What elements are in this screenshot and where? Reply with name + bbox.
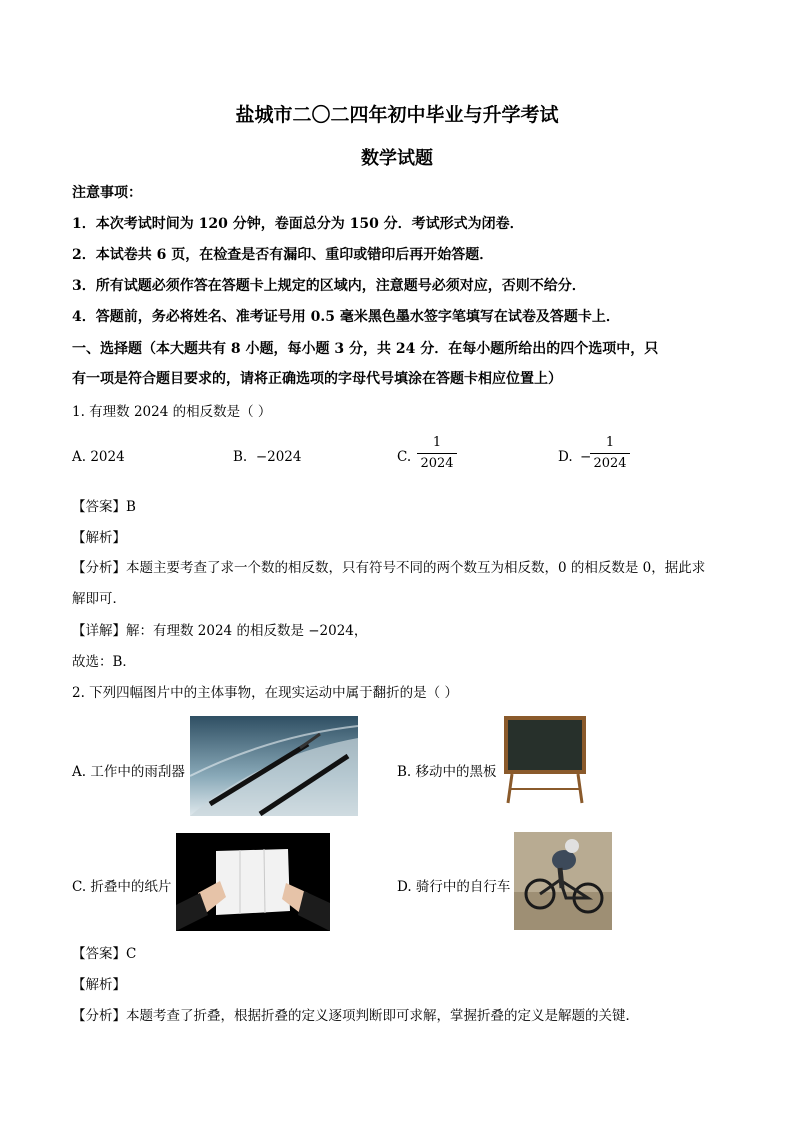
q2-analysis-label: 【解析】 (72, 977, 126, 993)
folded-paper-photo (176, 833, 330, 931)
notes-heading: 注意事项： (72, 185, 142, 201)
notes-item: 3．所有试题必须作答在答题卡上规定的区域内，注意题号必须对应，否则不给分． (72, 278, 586, 294)
bicycle-photo (514, 832, 612, 930)
q2-option-b: B. 移动中的黑板 (397, 764, 497, 780)
q1-option-d-fraction (590, 434, 630, 473)
q2-option-a: A. 工作中的雨刮器 (72, 764, 185, 780)
section-heading-cont: 有一项是符合题目要求的，请将正确选项的字母代号填涂在答题卡相应位置上） (72, 371, 562, 387)
q1-analysis-cont: 解即可． (72, 591, 126, 607)
notes-item: 1．本次考试时间为 120 分钟，卷面总分为 150 分．考试形式为闭卷． (72, 216, 524, 232)
q1-option-c-fraction (417, 434, 457, 473)
notes-item: 2．本试卷共 6 页，在检查是否有漏印、重印或错印后再开始答题． (72, 247, 494, 263)
q1-answer: 【答案】B (72, 499, 136, 515)
q1-analysis-label: 【解析】 (72, 530, 126, 546)
q1-detail: 【详解】解：有理数 2024 的相反数是 −2024， (72, 623, 368, 639)
q2-analysis: 【分析】本题考查了折叠，根据折叠的定义逐项判断即可求解，掌握折叠的定义是解题的关键． (72, 1008, 639, 1024)
question-1-stem: 1. 有理数 2024 的相反数是（ ） (72, 404, 272, 420)
exam-title: 盐城市二〇二四年初中毕业与升学考试 (235, 104, 559, 126)
q1-choice: 故选：B． (72, 654, 136, 670)
notes-item: 4．答题前，务必将姓名、准考证号用 0.5 毫米黑色墨水签字笔填写在试卷及答题卡上． (72, 309, 620, 325)
wiper-photo (190, 716, 358, 816)
exam-subject: 数学试题 (361, 148, 433, 169)
q2-option-d: D. 骑行中的自行车 (397, 879, 511, 895)
question-2-stem: 2. 下列四幅图片中的主体事物，在现实运动中属于翻折的是（ ） (72, 685, 458, 701)
q2-option-c: C. 折叠中的纸片 (72, 879, 172, 895)
fraction-numerator: 1 (432, 435, 442, 450)
q1-option-c-label: C. (397, 449, 412, 465)
q1-option-a: A. 2024 (72, 449, 125, 465)
fraction-bar (590, 453, 630, 454)
section-heading: 一、选择题（本大题共有 8 小题，每小题 3 分，共 24 分．在每小题所给出的四个选项中，只 (72, 341, 659, 357)
q1-option-b (233, 449, 301, 465)
q1-option-b-value: −2024 (255, 449, 302, 465)
fraction-bar (417, 453, 457, 454)
q1-option-d-label: D. (558, 449, 573, 465)
q1-option-b-label: B. (233, 449, 248, 465)
fraction-numerator: 1 (605, 435, 615, 450)
q1-option-d-sign: − (580, 449, 592, 465)
fraction-denominator: 2024 (593, 456, 627, 471)
blackboard-photo (500, 713, 590, 805)
q1-analysis: 【分析】本题主要考查了求一个数的相反数，只有符号不同的两个数互为相反数，0 的相反数是 0，据此求 (72, 560, 706, 576)
fraction-denominator: 2024 (420, 456, 454, 471)
q2-answer: 【答案】C (72, 946, 137, 962)
